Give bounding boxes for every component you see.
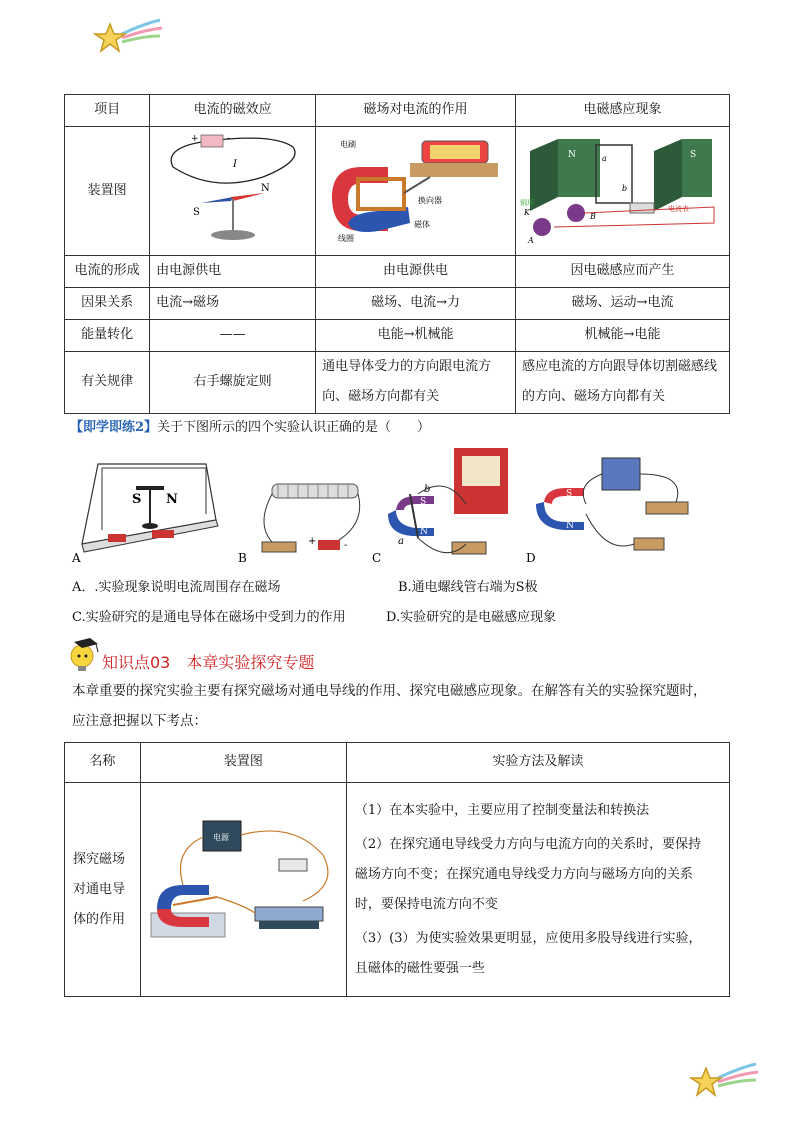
lightbulb-icon xyxy=(68,636,102,672)
name-line: 对通电导 xyxy=(73,881,126,897)
table-cell: 因电磁感应而产生 xyxy=(516,255,730,287)
pole-label: N xyxy=(567,150,576,160)
part-label: 电刷 xyxy=(339,140,356,149)
table-cell: 由电源供电 xyxy=(150,255,316,287)
comparison-table xyxy=(64,94,730,414)
note-line: 且磁体的磁性要强一些 xyxy=(354,960,485,976)
figure-label-d: D xyxy=(526,551,536,565)
current-label: I xyxy=(232,159,237,170)
table-cell: 通电导体受力的方向跟电流方向、磁场方向都有关 xyxy=(316,351,516,413)
note-line: （2）在探究通电导线受力方向与电流方向的关系时，要保持 xyxy=(354,836,702,852)
note-line: 磁场方向不变；在探究通电导线受力方向与磁场方向的关系 xyxy=(354,866,693,882)
pole-label: N xyxy=(166,492,178,507)
practice-figures xyxy=(66,444,706,568)
label-a: a xyxy=(601,154,607,163)
practice-question xyxy=(70,416,430,435)
oersted-figure xyxy=(150,127,316,256)
ammeter-label: 电流表 xyxy=(667,205,689,213)
star-icon xyxy=(88,14,168,58)
star-icon xyxy=(684,1058,764,1102)
question-text: 关于下图所示的四个实验认识正确的是（ ） xyxy=(157,420,431,435)
section-intro-line-2: 应注意把握以下考点： xyxy=(72,713,207,729)
table-cell: 由电源供电 xyxy=(316,255,516,287)
pole-label: S xyxy=(566,489,573,499)
row-label: 能量转化 xyxy=(65,319,150,351)
ring-label: 铜环 xyxy=(519,199,534,207)
table-cell: 电流→磁场 xyxy=(150,287,316,319)
header-cell: 电磁感应现象 xyxy=(516,95,730,127)
option-d: D.实验研究的是电磁感应现象 xyxy=(386,610,557,625)
section-title: 知识点03 本章实验探究专题 xyxy=(102,653,315,672)
motor-experiment-figure xyxy=(318,127,514,245)
label-B: B xyxy=(589,212,596,221)
part-label: 换向器 xyxy=(417,196,442,205)
pole-label: S xyxy=(420,497,427,507)
row-label: 装置图 xyxy=(65,127,150,256)
notes-cell xyxy=(346,783,729,997)
svg-text:+: + xyxy=(190,134,199,144)
option-a: A．.实验现象说明电流周围存在磁场 xyxy=(72,580,281,595)
label-b: b xyxy=(621,184,627,193)
section-intro-line-1: 本章重要的探究实验主要有探究磁场对通电导线的作用、探究电磁感应现象。在解答有关的实验探究题时， xyxy=(72,683,707,699)
pole-label: S xyxy=(689,150,696,160)
table-cell: 右手螺旋定则 xyxy=(150,351,316,413)
table-cell: —— xyxy=(150,319,316,351)
pole-label: S xyxy=(192,207,200,218)
wire-label: a xyxy=(398,536,404,547)
figure-label-c: C xyxy=(372,551,382,565)
practice-tag: 【即学即练2】 xyxy=(70,420,158,435)
row-label: 电流的形成 xyxy=(65,255,150,287)
table-cell: 感应电流的方向跟导体切割磁感线的方向、磁场方向都有关 xyxy=(516,351,730,413)
table-cell: 机械能→电能 xyxy=(516,319,730,351)
polarity-label: - xyxy=(344,540,348,551)
pole-label: N xyxy=(420,527,428,537)
part-label: 线圈 xyxy=(337,234,354,243)
pole-label: N xyxy=(566,521,574,531)
part-label: 磁体 xyxy=(413,220,430,229)
experiment-name xyxy=(65,783,141,997)
name-line: 探究磁场 xyxy=(73,851,126,867)
wire-label: b xyxy=(424,484,431,495)
row-label: 因果关系 xyxy=(65,287,150,319)
power-label: 电源 xyxy=(213,832,230,842)
table-cell: 磁场、运动→电流 xyxy=(516,287,730,319)
header-cell: 项目 xyxy=(65,95,150,127)
figure-label-a: A xyxy=(72,551,81,565)
header-cell: 装置图 xyxy=(140,743,346,783)
name-line: 体的作用 xyxy=(73,911,126,927)
label-A: A xyxy=(527,236,534,245)
polarity-label: + xyxy=(308,536,317,547)
svg-text:-: - xyxy=(226,134,230,144)
apparatus-figure xyxy=(140,783,346,997)
header-cell: 实验方法及解读 xyxy=(346,743,729,783)
row-label: 有关规律 xyxy=(65,351,150,413)
generator-experiment-figure xyxy=(518,127,728,245)
apparatus-diagram xyxy=(143,815,343,955)
note-line: （3）(3）为使实验效果更明显，应使用多股导线进行实验， xyxy=(354,930,702,946)
motor-figure xyxy=(316,127,516,256)
table-cell: 磁场、电流→力 xyxy=(316,287,516,319)
header-cell: 电流的磁效应 xyxy=(150,95,316,127)
note-line: （1）在本实验中，主要应用了控制变量法和转换法 xyxy=(354,802,650,818)
pole-label: S xyxy=(132,492,142,507)
oersted-experiment-figure xyxy=(153,127,313,245)
pole-label: N xyxy=(260,183,270,194)
header-cell: 名称 xyxy=(65,743,141,783)
table-cell: 电能→机械能 xyxy=(316,319,516,351)
experiment-table xyxy=(64,742,730,997)
note-line: 时，要保持电流方向不变 xyxy=(354,896,498,912)
header-cell: 磁场对电流的作用 xyxy=(316,95,516,127)
generator-figure xyxy=(516,127,730,256)
option-b: B.通电螺线管右端为S极 xyxy=(398,580,538,595)
figure-label-b: B xyxy=(238,551,247,565)
label-K: K xyxy=(523,208,530,217)
option-c: C.实验研究的是通电导体在磁场中受到力的作用 xyxy=(72,610,346,625)
